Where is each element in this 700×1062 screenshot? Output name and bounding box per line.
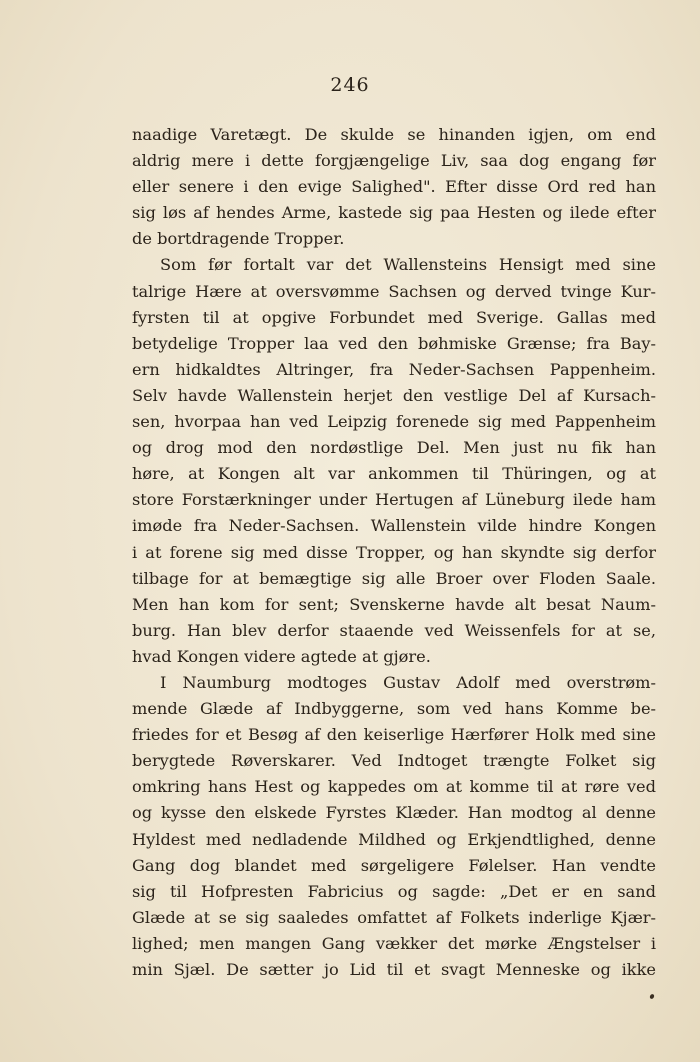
text-line: aldrig mere i dette forgjængelige Liv, saa dog engang før — [132, 151, 656, 171]
text-line: de bortdragende Tropper. — [132, 229, 345, 249]
text-line: talrige Hære at oversvømme Sachsen og derved tvinge Kur- — [132, 281, 656, 301]
text-line: Selv havde Wallenstein herjet den vestlige Del af Kursach- — [132, 385, 656, 405]
text-line: Gang dog blandet med sørgeligere Følelser. Han vendte — [132, 855, 656, 875]
text-line: høre, at Kongen alt var ankommen til Thüringen, og at — [132, 464, 656, 484]
text-line: sig løs af hendes Arme, kastede sig paa Hesten og ilede efter — [132, 203, 656, 223]
text-line: lighed; men mangen Gang vækker det mørke Ængstelser i — [132, 933, 656, 953]
text-line: og drog mod den nordøstlige Del. Men just nu fik han — [132, 438, 656, 458]
text-line: eller senere i den evige Salighed". Efter disse Ord red han — [132, 177, 656, 197]
text-line: imøde fra Neder-Sachsen. Wallenstein vilde hindre Kongen — [132, 516, 656, 536]
text-line: sen, hvorpaa han ved Leipzig forenede sig med Pappenheim — [132, 412, 656, 432]
text-line: berygtede Røverskarer. Ved Indtoget trængte Folket sig — [132, 751, 656, 771]
text-line: hvad Kongen videre agtede at gjøre. — [132, 646, 431, 666]
text-line: og kysse den elskede Fyrstes Klæder. Han modtog al denne — [132, 803, 656, 823]
text-line: i at forene sig med disse Tropper, og han skyndte sig derfor — [132, 542, 656, 562]
paragraph-start-line: I Naumburg modtoges Gustav Adolf med overstrøm- — [160, 672, 656, 692]
text-line: burg. Han blev derfor staaende ved Weissenfels for at se, — [132, 620, 656, 640]
text-line: mende Glæde af Indbyggerne, som ved hans Komme be- — [132, 699, 656, 719]
text-line: friedes for et Besøg af den keiserlige Hærfører Holk med sine — [132, 725, 656, 745]
text-line: tilbage for at bemægtige sig alle Broer over Floden Saale. — [132, 568, 656, 588]
text-line: min Sjæl. De sætter jo Lid til et svagt Menneske og ikke — [132, 960, 656, 979]
ink-smudge — [649, 993, 655, 999]
text-line: store Forstærkninger under Hertugen af Lüneburg ilede ham — [132, 490, 656, 510]
paragraph-start-line: Som før fortalt var det Wallensteins Hensigt med sine — [160, 255, 656, 275]
text-line: sig til Hofpresten Fabricius og sagde: „Det er en sand — [132, 881, 656, 901]
text-line: fyrsten til at opgive Forbundet med Sverige. Gallas med — [132, 307, 656, 327]
text-line: Glæde at se sig saaledes omfattet af Folkets inderlige Kjær- — [132, 907, 656, 927]
text-line: omkring hans Hest og kappedes om at komme til at røre ved — [132, 777, 656, 797]
text-line: Men han kom for sent; Svenskerne havde alt besat Naum- — [132, 594, 656, 614]
page-number: 246 — [330, 74, 370, 96]
text-line: betydelige Tropper laa ved den bøhmiske Grænse; fra Bay- — [132, 333, 656, 353]
text-line: ern hidkaldtes Altringer, fra Neder-Sachsen Pappenheim. — [132, 359, 656, 379]
text-line: naadige Varetægt. De skulde se hinanden igjen, om end — [132, 125, 656, 144]
body-text — [132, 122, 656, 983]
text-line: Hyldest med nedladende Mildhed og Erkjendtlighed, denne — [132, 829, 656, 849]
